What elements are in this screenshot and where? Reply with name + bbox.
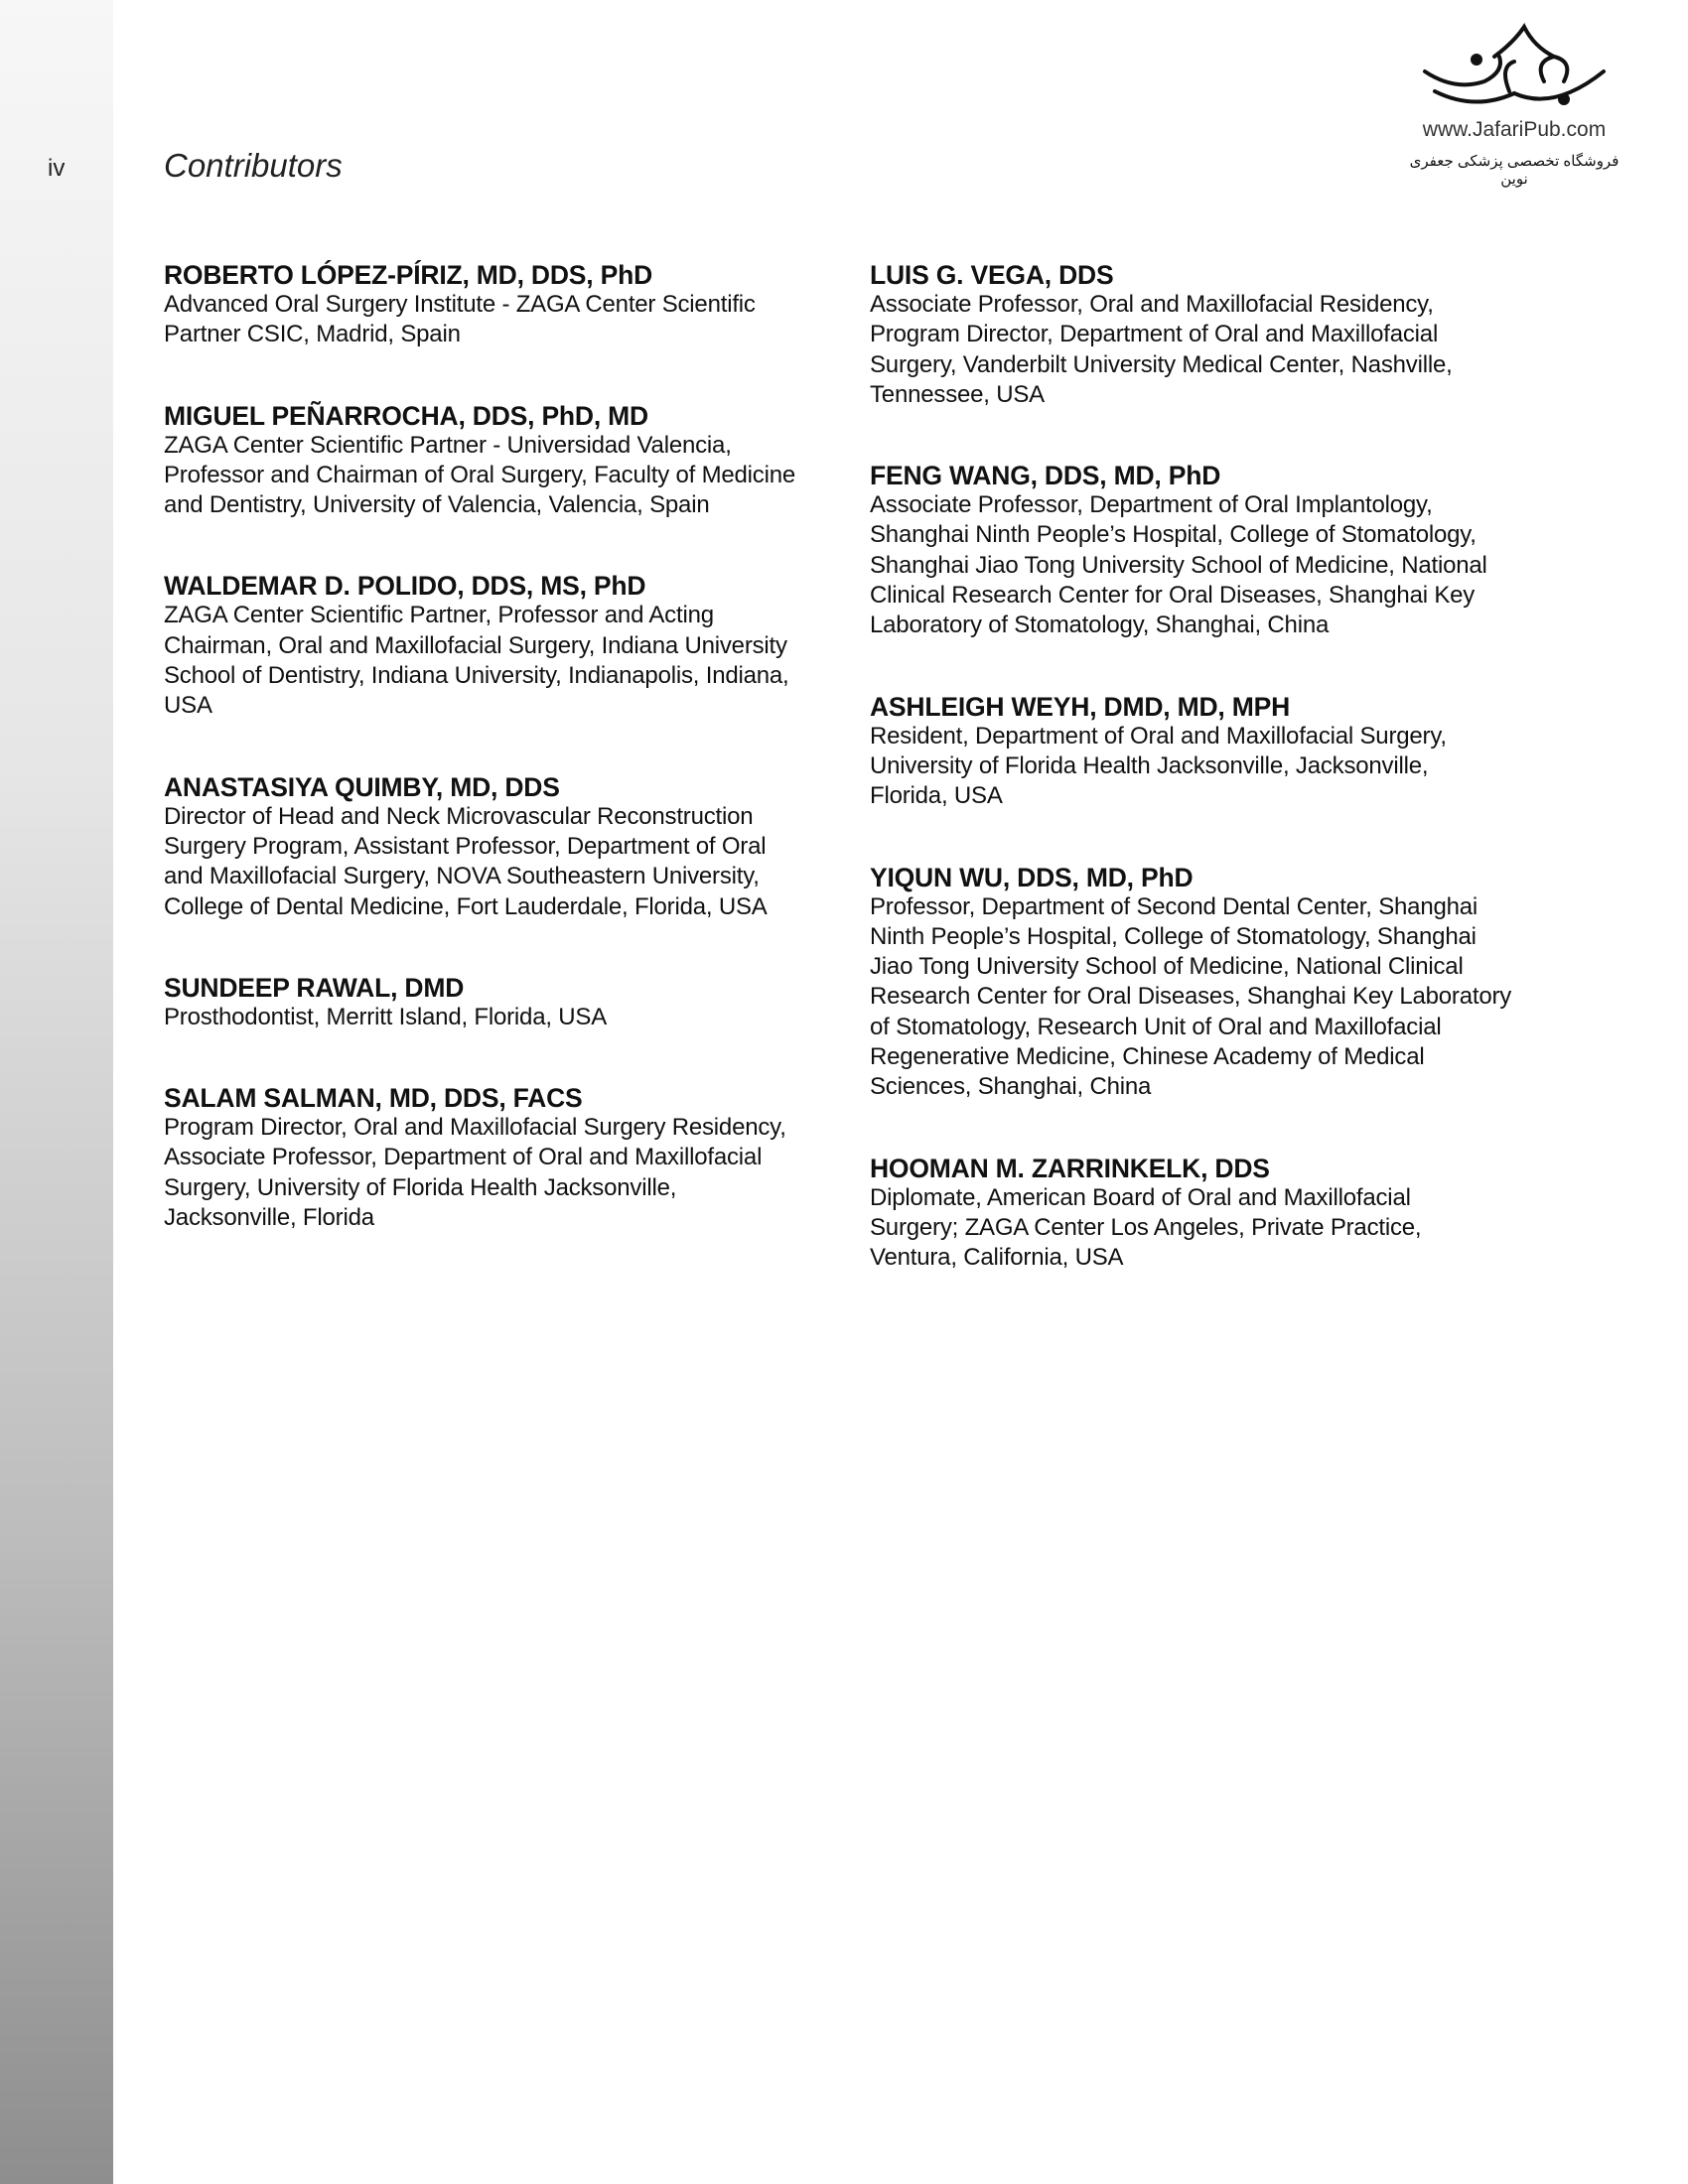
contributor-entry (164, 571, 849, 721)
page-side-band (0, 0, 113, 2184)
contributor-entry (870, 260, 1565, 410)
contributor-name: ANASTASIYA QUIMBY, MD, DDS (164, 771, 560, 802)
contributor-name: MIGUEL PEÑARROCHA, DDS, PhD, MD (164, 400, 648, 431)
contributor-entry (870, 461, 1565, 640)
contributor-affiliation: Resident, Department of Oral and Maxillofacial Surgery, University of Florida Health Jacksonville, Jacksonville, Florida, USA (870, 722, 1447, 810)
contributor-entry (164, 401, 849, 521)
contributor-affiliation: Program Director, Oral and Maxillofacial Surgery Residency, Associate Professor, Department of Oral and Maxillofacial Surgery, University of Florida Health Jacksonville, Jacksonville, Florida (164, 1114, 786, 1232)
contributor-entry (870, 1154, 1565, 1274)
contributor-affiliation: Director of Head and Neck Microvascular Reconstruction Surgery Program, Assistant Professor, Department of Oral and Maxillofacial Surgery, NOVA Southeastern University, College of Dental Medicine, Fort Lauderdale, Florida, USA (164, 802, 768, 920)
contributor-affiliation: Associate Professor, Oral and Maxillofacial Residency, Program Director, Department of Oral and Maxillofacial Surgery, Vanderbilt University Medical Center, Nashville, Tennessee, USA (870, 291, 1453, 408)
publisher-url[interactable]: www.JafariPub.com (1422, 118, 1607, 141)
contributor-name: SALAM SALMAN, MD, DDS, FACS (164, 1083, 583, 1114)
contributor-affiliation: Associate Professor, Department of Oral Implantology, Shanghai Ninth People’s Hospital, College of Stomatology, Shanghai Jiao Tong University School of Medicine, National Clinical Research Center for Oral Diseases, Shanghai Key Laboratory of Stomatology, Shanghai, China (870, 491, 1487, 639)
contributor-name: WALDEMAR D. POLIDO, DDS, MS, PhD (164, 571, 646, 602)
contributor-affiliation: ZAGA Center Scientific Partner - Universidad Valencia, Professor and Chairman of Oral Surgery, Faculty of Medicine and Dentistry, University of Valencia, Valencia, Spain (164, 431, 796, 519)
contributor-name: ASHLEIGH WEYH, DMD, MD, MPH (870, 691, 1291, 722)
page-number: iv (48, 155, 66, 182)
contributor-affiliation: Diplomate, American Board of Oral and Maxillofacial Surgery; ZAGA Center Los Angeles, Private Practice, Ventura, California, USA (870, 1183, 1422, 1272)
contributor-name: ROBERTO LÓPEZ-PÍRIZ, MD, DDS, PhD (164, 260, 653, 290)
contributor-name: LUIS G. VEGA, DDS (870, 260, 1114, 290)
contributor-name: HOOMAN M. ZARRINKELK, DDS (870, 1153, 1270, 1183)
contributor-entry (164, 1083, 849, 1233)
contributors-right-column (870, 260, 1565, 1324)
contributor-entry (870, 863, 1565, 1103)
contributor-entry (164, 260, 849, 350)
contributor-entry (164, 772, 849, 922)
contributors-left-column (164, 260, 849, 1284)
contributor-affiliation: Professor, Department of Second Dental Center, Shanghai Ninth People’s Hospital, College of Stomatology, Shanghai Jiao Tong University School of Medicine, National Clinical Research Center for Oral Diseases, Shanghai Key Laboratory of Stomatology, Research Unit of Oral and Maxillofacial Regenerative Medicine, Chinese Academy of Medical Sciences, Shanghai, China (870, 892, 1512, 1101)
contributor-name: FENG WANG, DDS, MD, PhD (870, 461, 1221, 491)
contributor-affiliation: Advanced Oral Surgery Institute - ZAGA Center Scientific Partner CSIC, Madrid, Spain (164, 291, 756, 348)
contributor-name: YIQUN WU, DDS, MD, PhD (870, 862, 1194, 892)
contributor-affiliation: Prosthodontist, Merritt Island, Florida, USA (164, 1003, 608, 1030)
contributor-entry (164, 973, 849, 1032)
publisher-tagline: فروشگاه تخصصی پزشکی جعفری نوین (1409, 153, 1619, 188)
publisher-logo[interactable] (1395, 22, 1633, 191)
contributor-affiliation: ZAGA Center Scientific Partner, Professor and Acting Chairman, Oral and Maxillofacial Surgery, Indiana University School of Dentistry, Indiana University, Indianapolis, Indiana, USA (164, 602, 789, 720)
calligraphy-logo-icon (1415, 22, 1614, 116)
contributor-name: SUNDEEP RAWAL, DMD (164, 972, 465, 1003)
section-title: Contributors (164, 147, 343, 184)
contributor-entry (870, 692, 1565, 812)
